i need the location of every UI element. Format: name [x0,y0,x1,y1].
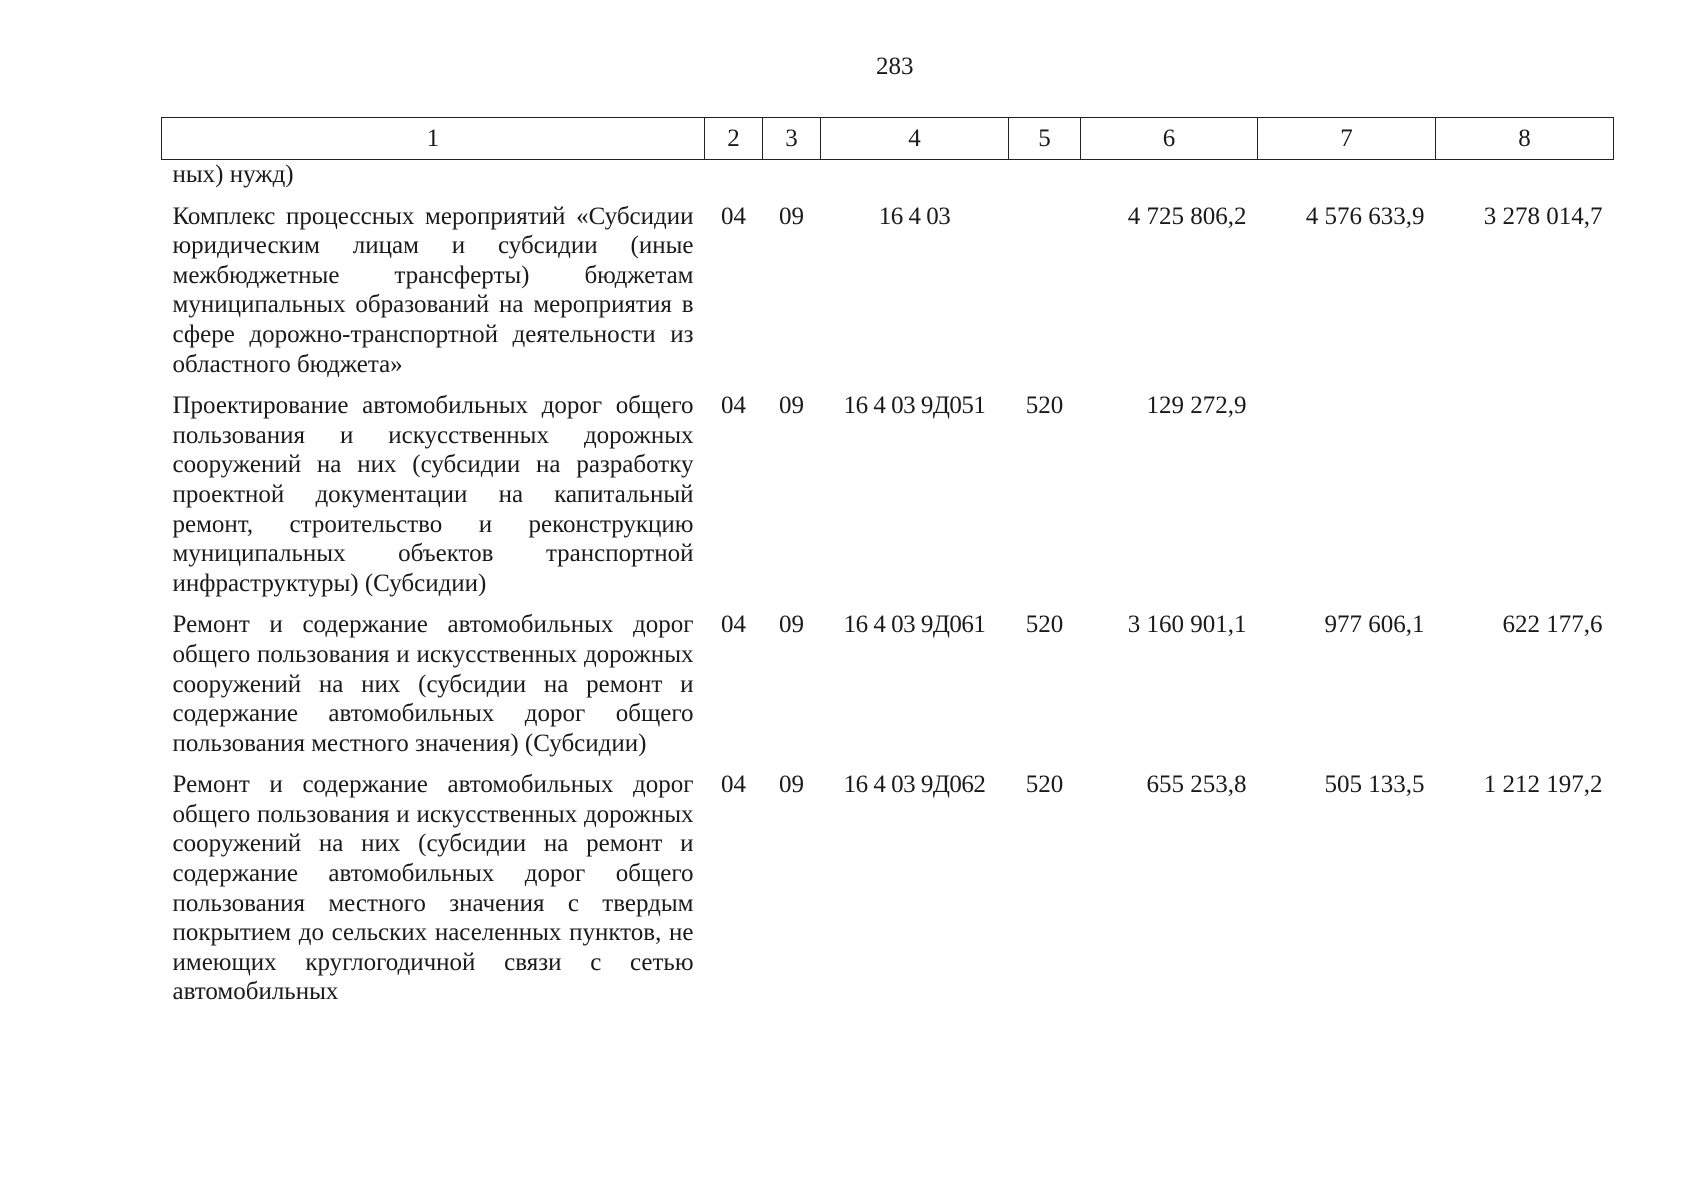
header-row [162,118,1614,160]
header-col-7: 7 [1258,118,1436,160]
header-col-6: 6 [1081,118,1258,160]
row-amount-col6: 655 253,8 [1146,771,1247,799]
row-description: Ремонт и содержание автомобильных дорог общего пользования и искусственных дорожных сооружений на них (субсидии на ремонт и содержание автомобильных дорог общего пользования местного значения) (Субсидии) [172,611,694,757]
continuation-text: ных) нужд) [172,161,294,188]
table-body [162,160,1614,1008]
row-amount-col6: 4 725 806,2 [1127,202,1247,230]
row-amount-col6: 3 160 901,1 [1127,611,1247,639]
row-amount-col8: 1 212 197,2 [1483,771,1603,799]
row-expense-type: 520 [1025,392,1064,420]
row-target-article: 16 4 03 9Д062 [843,771,986,799]
row-target-article: 16 4 03 9Д051 [843,392,986,420]
header-col-2: 2 [705,118,763,160]
row-amount-col7: 505 133,5 [1324,771,1425,799]
header-col-3: 3 [763,118,821,160]
row-description: Ремонт и содержание автомобильных дорог общего пользования и искусственных дорожных сооружений на них (субсидии на ремонт и содержание автомобильных дорог общего пользования местного значения с твердым покрытием до сельских населенных пунктов, не имеющих круглогодичной связи с сетью автомобильных [172,771,694,1006]
row-expense-type: 520 [1025,771,1064,799]
row-target-article: 16 4 03 9Д061 [843,611,986,639]
table-row [162,758,1614,1007]
row-expense-type: 520 [1025,611,1064,639]
header-col-5: 5 [1009,118,1081,160]
table-header [162,118,1614,160]
row-section: 04 [721,392,746,420]
row-amount-col8: 3 278 014,7 [1483,202,1603,230]
row-amount-col7: 977 606,1 [1324,611,1425,639]
row-description: Комплекс процессных мероприятий «Субсидии юридическим лицам и субсидии (иные межбюджетные трансферты) бюджетам муниципальных образований на мероприятия в сфере дорожно-транспортной деятельности из областного бюджета» [172,202,694,378]
table-row [162,379,1614,598]
row-description: Проектирование автомобильных дорог общего пользования и искусственных дорожных сооружений на них (субсидии на разработку проектной документации на капитальный ремонт, строительство и реконструкцию муниципальных объектов транспортной инфраструктуры) (Субсидии) [172,392,694,597]
row-amount-col7: 4 576 633,9 [1305,202,1425,230]
row-section: 04 [721,611,746,639]
row-section: 04 [721,202,746,230]
header-col-1: 1 [162,118,705,160]
row-amount-col6: 129 272,9 [1146,392,1247,420]
header-col-4: 4 [821,118,1009,160]
continuation-row [162,160,1614,190]
table-row [162,598,1614,758]
row-subsection: 09 [779,771,804,799]
row-amount-col8: 622 177,6 [1502,611,1603,639]
row-subsection: 09 [779,202,804,230]
row-target-article: 16 4 03 [878,202,951,230]
row-amount-col7 [1258,379,1436,598]
budget-table [161,117,1614,1007]
row-subsection: 09 [779,611,804,639]
row-expense-type [1009,190,1081,380]
header-col-8: 8 [1436,118,1614,160]
row-amount-col8 [1436,379,1614,598]
table-row [162,190,1614,380]
row-section: 04 [721,771,746,799]
row-subsection: 09 [779,392,804,420]
page-number: 283 [876,53,914,80]
